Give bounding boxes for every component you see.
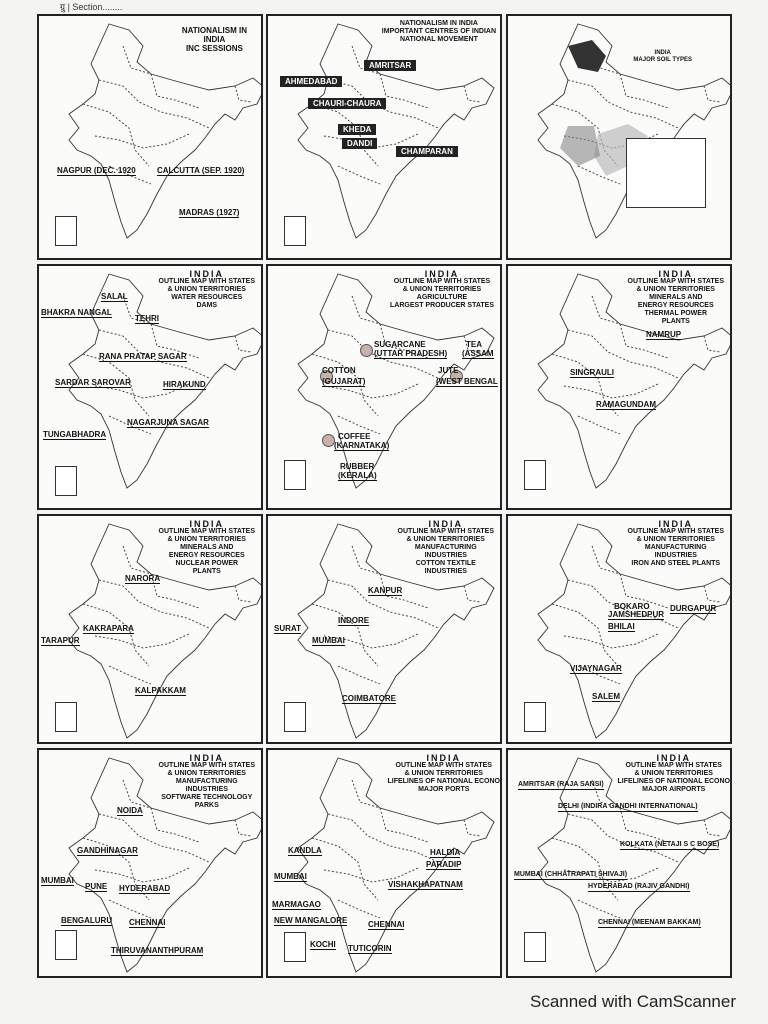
label-champaran: CHAMPARAN [396, 146, 458, 157]
label-singrauli: SINGRAULI [570, 368, 614, 377]
header-fragment: ग्रु | Section........ [60, 2, 123, 12]
label-vishakhapatnam: VISHAKHAPATNAM [388, 880, 463, 889]
label-tungabhadra: TUNGABHADRA [43, 430, 107, 439]
label-tuticorin: TUTICORIN [348, 944, 392, 953]
label-bhilai: BHILAI [608, 622, 635, 631]
label-paradip: PARADIP [426, 860, 462, 869]
label-vijaynagar: VIJAYNAGAR [570, 664, 622, 673]
panel-agriculture [266, 264, 502, 510]
label-thiruvananthpuram: THIRUVANANTHPURAM [111, 946, 204, 955]
inset-box [55, 466, 77, 496]
label-hyderabad: HYDERABAD [119, 884, 171, 893]
label-sugarcane: SUGARCANE [374, 340, 426, 349]
label-assam: (ASSAM [462, 349, 494, 358]
label-haldia: HALDIA [430, 848, 461, 857]
label-jamshedpur: JAMSHEDPUR [608, 610, 665, 619]
panel-soil-types [506, 14, 732, 260]
panel-title: INDIA OUTLINE MAP WITH STATES & UNION TERRITORIES LIFELINES OF NATIONAL ECONO MAJOR PORTS [387, 753, 500, 793]
panel-title: INDIA OUTLINE MAP WITH STATES & UNION TERRITORIES LIFELINES OF NATIONAL ECONO MAJOR AIRPORTS [617, 753, 730, 793]
label-kerala: (KERALA) [338, 471, 377, 480]
panel-inc-sessions [37, 14, 263, 260]
label-west-bengal: (WEST BENGAL [436, 377, 498, 386]
label-rubber: RUBBER [340, 462, 375, 471]
label-coimbatore: COIMBATORE [342, 694, 396, 703]
label-kheda: KHEDA [338, 124, 376, 135]
panel-software-parks [37, 748, 263, 978]
label-surat: SURAT [274, 624, 301, 633]
inset-box [284, 932, 306, 962]
label-kandla: KANDLA [288, 846, 322, 855]
label-salal: SALAL [101, 292, 128, 301]
panel-title: INDIA OUTLINE MAP WITH STATES & UNION TERRITORIES MANUFACTURING INDUSTRIES COTTON TEXTILE INDUSTRIES [397, 519, 494, 575]
inset-box [524, 460, 546, 490]
label-dandi: DANDI [342, 138, 377, 149]
label-nagpur: NAGPUR (DEC. 1920 [57, 166, 136, 175]
label-tea: TEA [466, 340, 482, 349]
label-indore: INDORE [338, 616, 370, 625]
panel-cotton-textile [266, 514, 502, 744]
label-tehri: TEHRI [135, 314, 159, 323]
marker-sugarcane [360, 344, 373, 357]
label-chennai: CHENNAI [129, 918, 166, 927]
label-durgapur: DURGAPUR [670, 604, 717, 613]
label-kakrapara: KAKRAPARA [83, 624, 134, 633]
label-mumbai: MUMBAI [312, 636, 345, 645]
label-new-mangalore: NEW MANGALORE [274, 916, 348, 925]
label-noida: NOIDA [117, 806, 143, 815]
label-amritsar-airport: AMRITSAR (RAJA SANSI) [518, 781, 604, 788]
label-bhakra-nangal: BHAKRA NANGAL [41, 308, 112, 317]
panel-title: INDIA OUTLINE MAP WITH STATES & UNION TERRITORIES MINERALS AND ENERGY RESOURCES NUCLEAR POWER PLANTS [158, 519, 255, 575]
label-kalpakkam: KALPAKKAM [135, 686, 186, 695]
inset-box [284, 216, 306, 246]
panel-title: NATIONALISM IN INDIA IMPORTANT CENTRES OF INDIAN NATIONAL MOVEMENT [381, 20, 496, 43]
label-amritsar: AMRITSAR [364, 60, 416, 71]
inset-box [55, 216, 77, 246]
label-salem: SALEM [592, 692, 620, 701]
label-ramagundam: RAMAGUNDAM [596, 400, 656, 409]
panel-title: INDIA OUTLINE MAP WITH STATES & UNION TERRITORIES WATER RESOURCES DAMS [158, 269, 255, 309]
panel-thermal-power [506, 264, 732, 510]
label-ahmedabad: AHMEDABAD [280, 76, 342, 87]
panel-title: INDIA MAJOR SOIL TYPES [633, 50, 692, 63]
label-mumbai: MUMBAI [41, 876, 74, 885]
label-pune: PUNE [85, 882, 108, 891]
label-mumbai: MUMBAI [274, 872, 307, 881]
inset-box [524, 932, 546, 962]
label-karnataka: (KARNATAKA) [334, 441, 390, 450]
label-kochi: KOCHI [310, 940, 336, 949]
label-nagarjuna-sagar: NAGARJUNA SAGAR [127, 418, 209, 427]
label-gujarat: (GUJARAT) [322, 377, 366, 386]
panel-title: NATIONALISM IN INDIA INC SESSIONS [181, 26, 247, 53]
label-mumbai-airport: MUMBAI (CHHATRAPATI SHIVAJI) [514, 871, 628, 878]
label-hyderabad-airport: HYDERABAD (RAJIV GANDHI) [588, 883, 690, 890]
label-rana-pratap-sagar: RANA PRATAP SAGAR [99, 352, 187, 361]
label-gandhinagar: GANDHINAGAR [77, 846, 138, 855]
label-delhi-airport: DELHI (INDIRA GANDHI INTERNATIONAL) [558, 803, 698, 810]
label-bokaro: BOKARO [614, 602, 650, 611]
label-jute: JUTE [438, 366, 459, 375]
panel-dams [37, 264, 263, 510]
label-calcutta: CALCUTTA (SEP. 1920) [157, 166, 245, 175]
panel-major-airports [506, 748, 732, 978]
panel-title: INDIA OUTLINE MAP WITH STATES & UNION TERRITORIES MANUFACTURING INDUSTRIES SOFTWARE TECHNOLOGY PARKS [158, 753, 255, 809]
panel-title: INDIA OUTLINE MAP WITH STATES & UNION TERRITORIES MANUFACTURING INDUSTRIES IRON AND STEEL PLANTS [627, 519, 724, 567]
panel-nuclear-power [37, 514, 263, 744]
panel-national-movement [266, 14, 502, 260]
label-sardar-sarovar: SARDAR SAROVAR [55, 378, 131, 387]
camscanner-watermark: Scanned with CamScanner [529, 992, 736, 1011]
inset-box [55, 702, 77, 732]
inset-box [284, 702, 306, 732]
inset-box [524, 702, 546, 732]
panel-iron-steel [506, 514, 732, 744]
inset-box [284, 460, 306, 490]
label-tarapur: TARAPUR [41, 636, 80, 645]
soil-legend [626, 138, 706, 208]
label-namrup: NAMRUP [646, 330, 682, 339]
label-chauri-chaura: CHAURI-CHAURA [308, 98, 386, 109]
panel-title: INDIA OUTLINE MAP WITH STATES & UNION TERRITORIES MINERALS AND ENERGY RESOURCES THERMAL POWER PLANTS [627, 269, 724, 325]
label-marmagao: MARMAGAO [272, 900, 321, 909]
label-kanpur: KANPUR [368, 586, 403, 595]
label-chennai: CHENNAI [368, 920, 405, 929]
label-madras: MADRAS (1927) [179, 208, 240, 217]
label-cotton: COTTON [322, 366, 356, 375]
inset-box [55, 930, 77, 960]
panel-major-ports [266, 748, 502, 978]
label-kolkata-airport: KOLKATA (NETAJI S C BOSE) [620, 841, 720, 848]
label-bengaluru: BENGALURU [61, 916, 113, 925]
label-hirakund: HIRAKUND [163, 380, 206, 389]
label-uttar-pradesh: (UTTAR PRADESH) [374, 349, 448, 358]
panel-title: INDIA OUTLINE MAP WITH STATES & UNION TERRITORIES AGRICULTURE LARGEST PRODUCER STATES [390, 269, 494, 309]
label-chennai-airport: CHENNAI (MEENAM BAKKAM) [598, 919, 701, 926]
label-coffee: COFFEE [338, 432, 371, 441]
label-narora: NARORA [125, 574, 161, 583]
